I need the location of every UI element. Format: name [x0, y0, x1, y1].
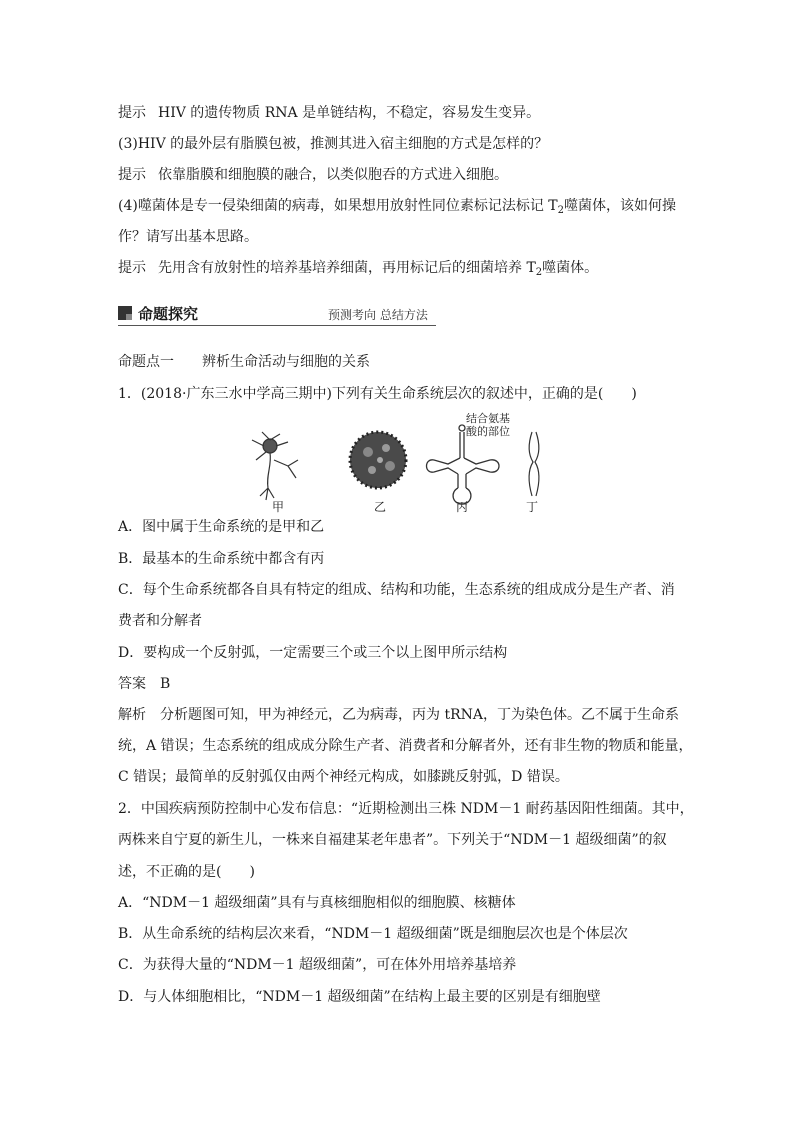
- point-1-heading: [118, 352, 370, 372]
- hint-2: [118, 165, 508, 185]
- question-2-option-a: A．“NDM－1 超级细菌”具有与真核细胞相似的细胞膜、核糖体: [118, 895, 516, 911]
- question-1-option-d: D．要构成一个反射弧，一定需要三个或三个以上图甲所示结构: [118, 645, 508, 661]
- caption-ding: 丁: [526, 500, 539, 514]
- question-4-line-2: 作？请写出基本思路。: [118, 229, 258, 245]
- question-1-analysis-line-2: 统，A 错误；生态系统的组成成分除生产者、消费者和分解者外，还有非生物的物质和能量，: [118, 738, 693, 754]
- question-4-text-b: 噬菌体，该如何操: [564, 198, 676, 214]
- point-label: 命题点一: [118, 354, 174, 370]
- virus-icon: [350, 432, 406, 488]
- question-4-line-1: [118, 196, 676, 221]
- question-1-option-c-line-2: 费者和分解者: [118, 613, 202, 629]
- figure-note-1: 结合氨基: [466, 412, 510, 425]
- figure-note-2: 酸的部位: [466, 425, 510, 438]
- question-1-stem: 1．(2018·广东三水中学高三期中)下列有关生命系统层次的叙述中，正确的是( ): [118, 386, 637, 402]
- section-subtitle: 预测考向 总结方法: [328, 308, 428, 322]
- subscript: 2: [535, 267, 543, 278]
- question-2-option-d: D．与人体细胞相比，“NDM－1 超级细菌”在结构上最主要的区别是有细胞壁: [118, 989, 601, 1005]
- hint-label: 提示: [118, 260, 146, 276]
- question-4-text-a: (4)噬菌体是专一侵染细菌的病毒，如果想用放射性同位素标记法标记 T: [118, 198, 558, 214]
- hint-label: 提示: [118, 105, 146, 121]
- question-2-option-c: C．为获得大量的“NDM－1 超级细菌”，可在体外用培养基培养: [118, 957, 517, 973]
- hint-3: [118, 258, 598, 283]
- question-1-analysis-line-1: 解析 分析题图可知，甲为神经元，乙为病毒，丙为 tRNA，丁为染色体。乙不属于生命系: [118, 707, 679, 723]
- section-header: [118, 302, 436, 328]
- section-divider: [118, 325, 436, 326]
- question-2-stem-line-2: 两株来自宁夏的新生儿，一株来自福建某老年患者”。下列关于“NDM－1 超级细菌”的叙: [118, 832, 667, 848]
- hint-text-b: 噬菌体。: [542, 260, 599, 276]
- caption-yi: 乙: [374, 500, 387, 514]
- question-1-figure: [240, 420, 560, 520]
- question-2-stem-line-3: 述，不正确的是( ): [118, 864, 255, 880]
- section-block-icon: [118, 306, 132, 320]
- hint-text-a: 先用含有放射性的培养基培养细菌，再用标记后的细菌培养 T: [158, 260, 536, 276]
- point-title: 辨析生命活动与细胞的关系: [202, 354, 370, 370]
- question-1-option-a: A．图中属于生命系统的是甲和乙: [118, 519, 325, 535]
- question-2-stem-line-1: 2．中国疾病预防控制中心发布信息：“近期检测出三株 NDM－1 耐药基因阳性细菌。其中，: [118, 801, 694, 817]
- caption-bing: 丙: [456, 500, 469, 514]
- caption-jia: 甲: [272, 500, 285, 514]
- subscript: 2: [557, 205, 564, 216]
- question-1-option-c-line-1: C．每个生命系统都各自具有特定的组成、结构和功能，生态系统的组成成分是生产者、消: [118, 582, 675, 598]
- chromosome-icon: [529, 432, 539, 496]
- question-1-analysis-line-3: C 错误；最简单的反射弧仅由两个神经元构成，如膝跳反射弧，D 错误。: [118, 769, 569, 785]
- question-2-option-b: B．从生命系统的结构层次来看，“NDM－1 超级细菌”既是细胞层次也是个体层次: [118, 926, 628, 942]
- question-3: (3)HIV 的最外层有脂膜包被，推测其进入宿主细胞的方式是怎样的？: [118, 136, 549, 152]
- section-title: 命题探究: [138, 305, 199, 323]
- hint-label: 提示: [118, 167, 146, 183]
- question-1-option-b: B．最基本的生命系统中都含有丙: [118, 551, 325, 567]
- question-1-answer: 答案 B: [118, 676, 171, 692]
- hint-1: [118, 103, 540, 123]
- hint-text: HIV 的遗传物质 RNA 是单链结构，不稳定，容易发生变异。: [158, 105, 541, 121]
- hint-text: 依靠脂膜和细胞膜的融合，以类似胞吞的方式进入细胞。: [158, 167, 508, 183]
- neuron-icon: [252, 432, 298, 500]
